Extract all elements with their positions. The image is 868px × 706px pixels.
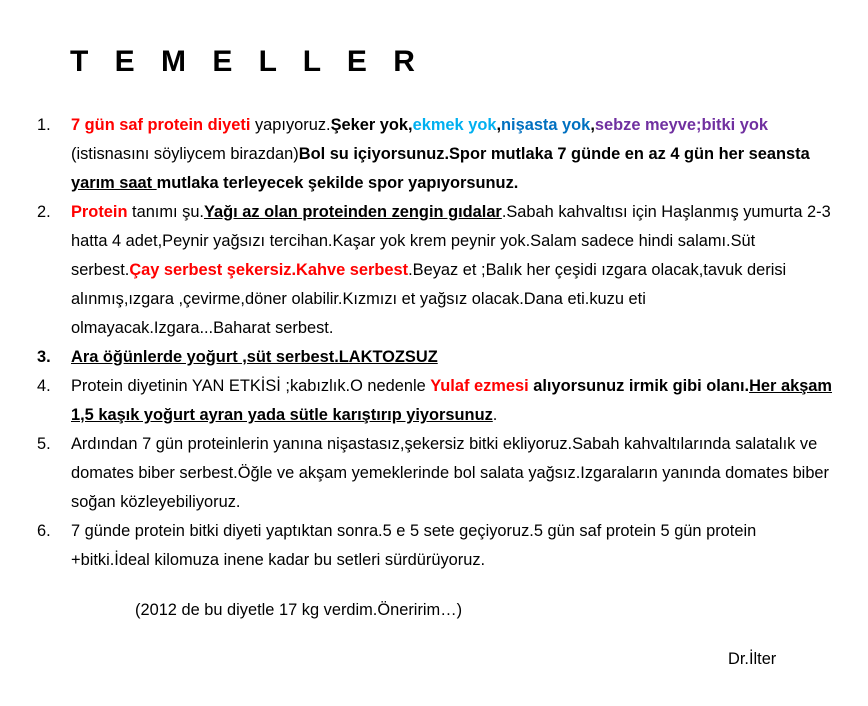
list-item-text: tanımı şu. xyxy=(127,203,204,221)
rules-list xyxy=(0,111,860,575)
list-item-text: Çay serbest şekersiz.Kahve serbest xyxy=(129,261,409,279)
list-item-text: Bol su içiyorsunuz.Spor mutlaka 7 günde en az 4 gün her seansta xyxy=(298,145,810,163)
list-item-text: Her akşam 1,5 kaşık yoğurt ayran yada sütle karıştırıp yiyorsunuz xyxy=(71,377,832,424)
list-item xyxy=(0,372,860,430)
list-item xyxy=(0,517,860,575)
list-item-text: mutlaka terleyecek şekilde spor yapıyorsunuz. xyxy=(156,174,519,192)
list-item-text: sebze meyve;bitki yok xyxy=(594,116,768,134)
list-item-text: Yağı az olan proteinden zengin gıdalar xyxy=(204,203,502,221)
list-item-number: 3. xyxy=(37,348,51,366)
list-item-text: alıyorsunuz irmik gibi olanı. xyxy=(528,377,750,395)
list-item-text: Ara öğünlerde yoğurt ,süt serbest.LAKTOZSUZ xyxy=(71,348,438,366)
list-item-text: (istisnasını söyliycem birazdan) xyxy=(71,145,299,163)
list-item-text: Şeker yok, xyxy=(330,116,413,134)
list-item-number: 1. xyxy=(37,116,51,134)
list-item xyxy=(0,111,860,198)
list-item-number: 2. xyxy=(37,203,51,221)
list-item-text: ekmek yok xyxy=(412,116,497,134)
list-item xyxy=(0,198,860,343)
list-item xyxy=(0,430,860,517)
list-item-number: 5. xyxy=(37,435,51,453)
list-item-text: . xyxy=(492,406,498,424)
list-item-text: .Sabah kahvaltısı için Haşlanmış yumurta 2-3 hatta 4 adet,Peynir yağsızı tercihan.Kaşar yok krem peynir yok.Salam sadece hindi salamı.Süt serbest. xyxy=(71,203,831,279)
list-item-text: nişasta yok xyxy=(501,116,591,134)
list-item-text: .Beyaz et ;Balık her çeşidi ızgara olacak,tavuk derisi alınmış,ızgara ,çevirme,döner olabilir.Kızmızı et yağsız olacak.Dana eti.kuzu eti olmayacak.Izgara...Baharat serbest. xyxy=(71,261,787,337)
personal-note: (2012 de bu diyetle 17 kg verdim.Öneririm…) xyxy=(135,601,463,619)
list-item-text: Protein diyetinin YAN ETKİSİ ;kabızlık.O nedenle xyxy=(71,377,431,395)
list-item-text: , xyxy=(590,116,595,134)
list-item-text: Ardından 7 gün proteinlerin yanına nişastasız,şekersiz bitki ekliyoruz.Sabah kahvaltılarında salatalık ve domates biber serbest.Öğle ve akşam yemeklerinde bol salata yağsız.Izgaraların yanında domates biber soğan közleyebiliyoruz. xyxy=(71,435,830,511)
list-item-number: 4. xyxy=(37,377,51,395)
list-item-text: yarım saat xyxy=(71,174,157,192)
list-item-number: 6. xyxy=(37,522,51,540)
author-signature: Dr.İlter xyxy=(728,650,777,668)
list-item-text: 7 gün saf protein diyeti xyxy=(71,116,251,134)
list-item-text: Protein xyxy=(71,203,128,221)
list-item-text: yapıyoruz. xyxy=(250,116,331,134)
list-item xyxy=(0,343,860,372)
list-item-text: Yulaf ezmesi xyxy=(430,377,529,395)
list-item-text: , xyxy=(496,116,502,134)
list-item-text: 7 günde protein bitki diyeti yaptıktan sonra.5 e 5 sete geçiyoruz.5 gün saf protein 5 gün protein +bitki.İdeal kilomuza inene kadar bu setleri sürdürüyoruz. xyxy=(71,522,757,569)
document-title: T E M E L L E R xyxy=(70,45,424,78)
